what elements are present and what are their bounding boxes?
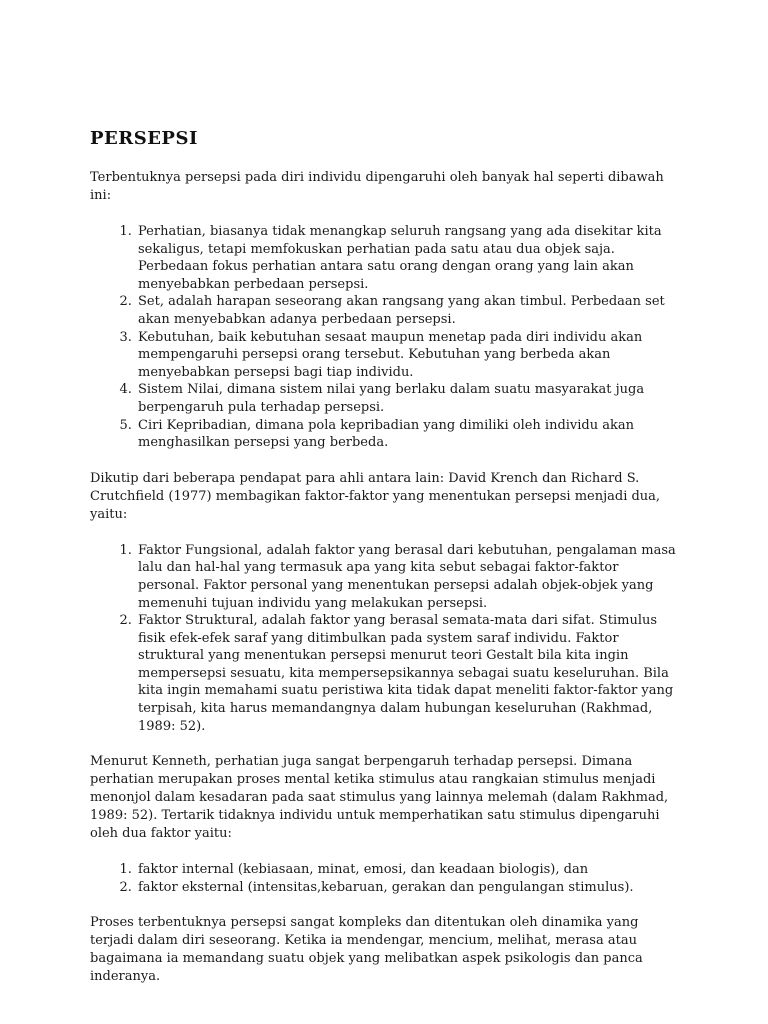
list-item: 2. Faktor Struktural, adalah faktor yang berasal semata-mata dari sifat. Stimulus fisik efek-efek saraf yang ditimbulkan pada system saraf individu. Faktor struktural yang menentukan persepsi menurut teori Gestalt bila kita ingin mempersepsi sesuatu, kita mempersepsikannya sebagai suatu keseluruhan. Bila kita ingin memahami suatu peristiwa kita tidak dapat meneliti faktor-faktor yang terpisah, kita harus memandangnya dalam hubungan keseluruhan (Rakhmad, 1989: 52).	[136, 612, 680, 735]
closing-paragraph: Proses terbentuknya persepsi sangat kompleks dan ditentukan oleh dinamika yang terjadi dalam diri seseorang. Ketika ia mendengar, mencium, melihat, merasa atau bagaimana ia memandang suatu objek yang melibatkan aspek psikologis dan panca inderanya.	[90, 915, 643, 985]
list-item: 4. Sistem Nilai, dimana sistem nilai yang berlaku dalam suatu masyarakat juga berpengaruh pula terhadap persepsi.	[136, 381, 680, 416]
list-item: 3. Kebutuhan, baik kebutuhan sesaat maupun menetap pada diri individu akan mempengaruhi persepsi orang tersebut. Kebutuhan yang berbeda akan menyebabkan persepsi bagi tiap individu.	[136, 329, 680, 382]
kenneth-paragraph: Menurut Kenneth, perhatian juga sangat berpengaruh terhadap persepsi. Dimana perhatian merupakan proses mental ketika stimulus atau rangkaian stimulus menjadi menonjol dalam kesadaran pada saat stimulus yang lainnya melemah (dalam Rakhmad, 1989: 52). Tertarik tidaknya individu untuk memperhatikan satu stimulus dipengaruhi oleh dua faktor yaitu:	[90, 754, 669, 842]
list-item: 1. faktor internal (kebiasaan, minat, emosi, dan keadaan biologis), dan	[136, 861, 680, 879]
intro-paragraph: Terbentuknya persepsi pada diri individu dipengaruhi oleh banyak hal seperti dibawah ini:	[90, 170, 664, 203]
krench-paragraph: Dikutip dari beberapa pendapat para ahli antara lain: David Krench dan Richard S. Crutchfield (1977) membagikan faktor-faktor yang menentukan persepsi menjadi dua, yaitu:	[90, 470, 661, 522]
factor-list-2	[90, 542, 680, 736]
list-item: 1. Perhatian, biasanya tidak menangkap seluruh rangsang yang ada disekitar kita sekaligus, tetapi memfokuskan perhatian pada satu atau dua objek saja. Perbedaan fokus perhatian antara satu orang dengan orang yang lain akan menyebabkan perbedaan persepsi.	[136, 223, 680, 293]
list-item: 2. faktor eksternal (intensitas,kebaruan, gerakan dan pengulangan stimulus).	[136, 879, 680, 897]
factor-list-1	[90, 223, 680, 452]
list-item: 2. Set, adalah harapan seseorang akan rangsang yang akan timbul. Perbedaan set akan menyebabkan adanya perbedaan persepsi.	[136, 293, 680, 328]
list-item: 5. Ciri Kepribadian, dimana pola kepribadian yang dimiliki oleh individu akan menghasilkan persepsi yang berbeda.	[136, 417, 680, 452]
page-title: PERSEPSI	[90, 128, 198, 149]
document-page	[90, 128, 680, 1004]
factor-list-3	[90, 861, 680, 896]
list-item: 1. Faktor Fungsional, adalah faktor yang berasal dari kebutuhan, pengalaman masa lalu dan hal-hal yang termasuk apa yang kita sebut sebagai faktor-faktor personal. Faktor personal yang menentukan persepsi adalah objek-objek yang memenuhi tujuan individu yang melakukan persepsi.	[136, 542, 680, 612]
